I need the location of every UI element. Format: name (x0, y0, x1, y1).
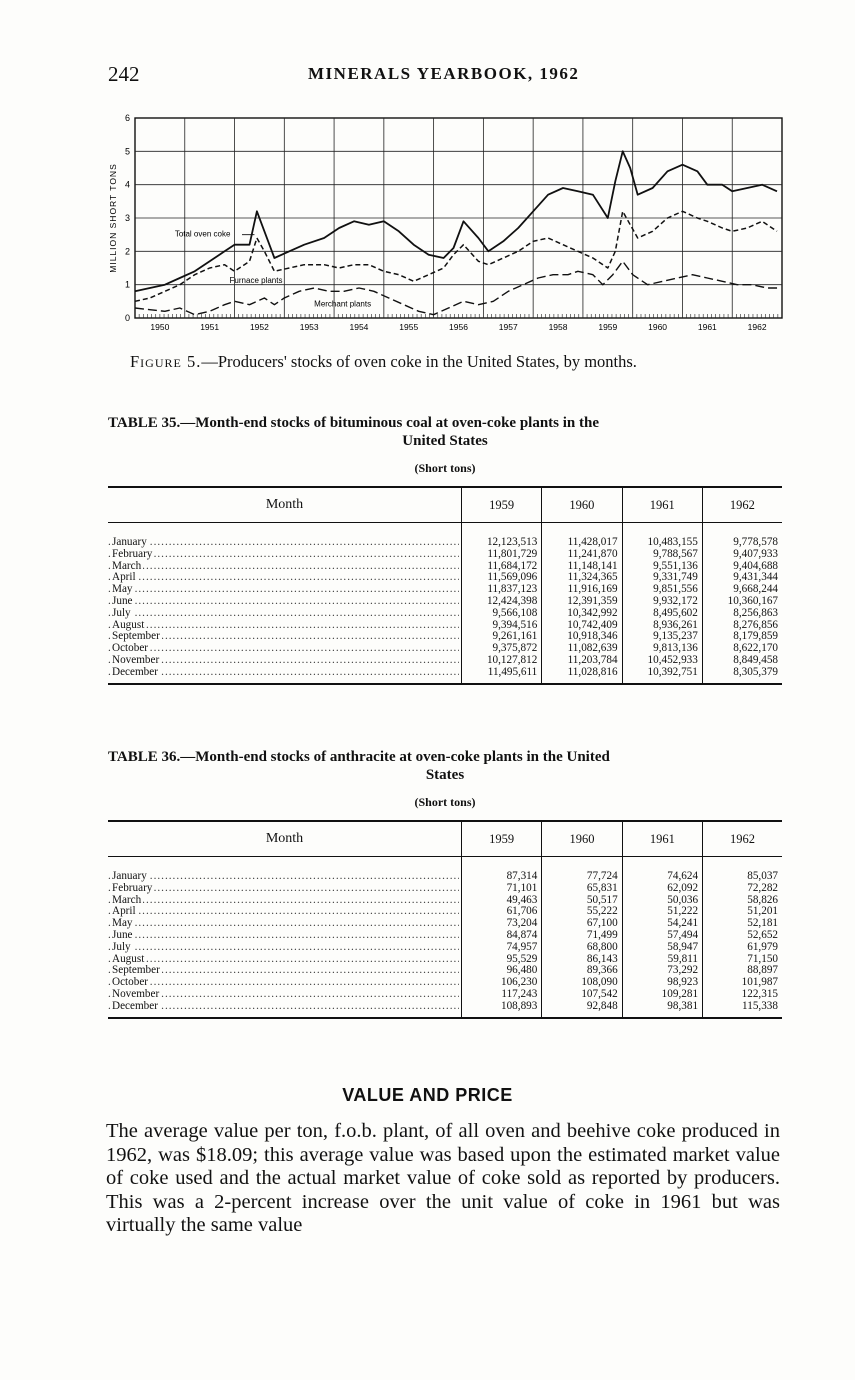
value-cell: 74,957 (462, 942, 542, 954)
value-cell: 62,092 (622, 883, 702, 895)
month-label: October (112, 977, 149, 989)
month-cell (108, 667, 462, 684)
month-label: April (112, 572, 136, 584)
value-cell: 55,222 (542, 906, 622, 918)
y-tick-label: 5 (124, 146, 130, 157)
value-cell: 11,916,169 (542, 584, 622, 596)
value-cell: 9,813,136 (622, 643, 702, 655)
value-cell: 54,241 (622, 918, 702, 930)
month-cell (108, 643, 462, 655)
table36-header-year: 1959 (462, 821, 542, 857)
month-cell (108, 549, 462, 561)
value-cell: 10,483,155 (622, 537, 702, 549)
value-cell: 89,366 (542, 965, 622, 977)
value-cell: 10,127,812 (462, 655, 542, 667)
value-cell: 11,028,816 (542, 667, 622, 684)
table36-header-year: 1962 (703, 821, 782, 857)
value-cell: 61,979 (703, 942, 782, 954)
table35-header-month: Month (108, 487, 462, 523)
value-cell: 77,724 (542, 871, 622, 883)
x-tick-label: 1958 (548, 322, 568, 332)
value-cell: 11,148,141 (542, 561, 622, 573)
value-cell: 11,203,784 (542, 655, 622, 667)
value-cell: 9,566,108 (462, 608, 542, 620)
table-spacer-row (108, 523, 782, 538)
table36-title-line2: States (425, 767, 465, 783)
table36-header-year: 1960 (542, 821, 622, 857)
value-cell: 52,181 (703, 918, 782, 930)
month-cell (108, 965, 462, 977)
month-label: June (112, 929, 133, 941)
series-annotation-0: Total oven coke (174, 229, 231, 239)
x-tick-label: 1961 (697, 322, 717, 332)
x-tick-label: 1954 (349, 322, 369, 332)
value-cell: 8,276,856 (702, 620, 782, 632)
table36-header-row (108, 821, 782, 857)
month-cell (108, 871, 462, 883)
value-cell: 10,452,933 (622, 655, 702, 667)
figure-label: Figure 5. (130, 352, 202, 371)
table35-header-year: 1959 (462, 487, 542, 523)
value-cell: 108,090 (542, 977, 622, 989)
value-cell: 98,381 (622, 1001, 702, 1018)
value-cell: 59,811 (622, 954, 702, 966)
table-row (108, 989, 782, 1001)
table35-units: (Short tons) (414, 461, 476, 475)
value-cell: 11,684,172 (462, 561, 542, 573)
value-cell: 50,517 (542, 895, 622, 907)
table-row (108, 667, 782, 684)
value-cell: 9,851,556 (622, 584, 702, 596)
value-cell: 12,123,513 (462, 537, 542, 549)
spacer-cell (622, 523, 702, 538)
table35-title-line2: United States (402, 433, 488, 449)
figure-caption-text: —Producers' stocks of oven coke in the United States, by months. (201, 352, 637, 371)
x-tick-label: 1956 (449, 322, 468, 332)
value-cell: 117,243 (462, 989, 542, 1001)
spacer-cell (703, 857, 782, 872)
y-tick-label: 3 (124, 213, 130, 223)
value-cell: 9,135,237 (622, 631, 702, 643)
page-header (108, 62, 782, 90)
month-label: December (112, 666, 158, 678)
month-label: March (112, 894, 142, 906)
table36-title-line1: TABLE 36.—Month-end stocks of anthracite at oven-coke plants in the United (108, 749, 610, 765)
table36-header-month: Month (108, 821, 462, 857)
value-cell: 109,281 (622, 989, 702, 1001)
table35 (108, 486, 782, 685)
table-row (108, 1001, 782, 1018)
value-cell: 51,201 (703, 906, 782, 918)
value-cell: 9,788,567 (622, 549, 702, 561)
y-tick-label: 4 (124, 179, 130, 190)
y-tick-label: 2 (124, 246, 130, 257)
value-cell: 101,987 (703, 977, 782, 989)
month-label: February (112, 882, 153, 894)
value-cell: 8,179,859 (702, 631, 782, 643)
value-cell: 8,495,602 (622, 608, 702, 620)
section-heading: VALUE AND PRICE (342, 1085, 513, 1105)
x-tick-label: 1960 (648, 322, 668, 332)
spacer-cell (702, 523, 782, 538)
value-cell: 10,392,751 (622, 667, 702, 684)
month-label: July (112, 941, 131, 953)
series-line-0 (135, 151, 777, 291)
month-label: July (112, 607, 131, 619)
spacer-cell (542, 523, 622, 538)
value-cell: 10,342,992 (542, 608, 622, 620)
value-cell: 9,404,688 (702, 561, 782, 573)
value-cell: 49,463 (462, 895, 542, 907)
month-label: September (112, 631, 160, 643)
month-label: January (112, 537, 147, 548)
month-cell (108, 584, 462, 596)
month-label: May (112, 584, 133, 596)
value-cell: 11,241,870 (542, 549, 622, 561)
spacer-cell (462, 857, 542, 872)
value-cell: 73,204 (462, 918, 542, 930)
spacer-cell (462, 523, 542, 538)
table-row (108, 549, 782, 561)
value-cell: 9,394,516 (462, 620, 542, 632)
value-cell: 9,932,172 (622, 596, 702, 608)
value-cell: 122,315 (703, 989, 782, 1001)
value-cell: 8,256,863 (702, 608, 782, 620)
value-cell: 9,375,872 (462, 643, 542, 655)
month-label: November (112, 654, 160, 666)
x-tick-label: 1950 (150, 322, 170, 332)
spacer-cell (108, 523, 462, 538)
month-cell (108, 895, 462, 907)
month-label: June (112, 595, 133, 607)
series-line-1 (135, 211, 777, 301)
table-row (108, 655, 782, 667)
value-cell: 74,624 (622, 871, 702, 883)
month-cell (108, 537, 462, 549)
value-cell: 11,837,123 (462, 584, 542, 596)
value-cell: 8,849,458 (702, 655, 782, 667)
value-cell: 68,800 (542, 942, 622, 954)
month-label: December (112, 1000, 158, 1012)
value-cell: 72,282 (703, 883, 782, 895)
x-tick-label: 1951 (200, 322, 220, 332)
value-cell: 11,428,017 (542, 537, 622, 549)
series-annotation-2: Merchant plants (314, 299, 372, 309)
month-cell (108, 608, 462, 620)
value-cell: 11,324,365 (542, 572, 622, 584)
month-label: May (112, 918, 133, 930)
value-cell: 8,305,379 (702, 667, 782, 684)
table35-header-year: 1962 (702, 487, 782, 523)
value-cell: 85,037 (703, 871, 782, 883)
x-tick-label: 1952 (249, 322, 269, 332)
value-cell: 9,407,933 (702, 549, 782, 561)
value-cell: 57,494 (622, 930, 702, 942)
month-cell (108, 977, 462, 989)
table35-header-year: 1961 (622, 487, 702, 523)
value-cell: 87,314 (462, 871, 542, 883)
value-cell: 10,918,346 (542, 631, 622, 643)
value-cell: 9,668,244 (702, 584, 782, 596)
value-cell: 73,292 (622, 965, 702, 977)
value-cell: 115,338 (703, 1001, 782, 1018)
month-cell (108, 561, 462, 573)
table35-title (108, 414, 782, 450)
value-cell: 96,480 (462, 965, 542, 977)
value-cell: 106,230 (462, 977, 542, 989)
x-tick-label: 1957 (498, 322, 518, 332)
page-number: 242 (108, 62, 140, 86)
value-cell: 71,499 (542, 930, 622, 942)
value-cell: 52,652 (703, 930, 782, 942)
value-cell: 9,778,578 (702, 537, 782, 549)
value-cell: 11,082,639 (542, 643, 622, 655)
value-cell: 67,100 (542, 918, 622, 930)
table-row (108, 942, 782, 954)
y-tick-label: 1 (124, 279, 130, 290)
month-cell (108, 989, 462, 1001)
month-label: April (112, 906, 136, 918)
spacer-cell (542, 857, 622, 872)
value-cell: 86,143 (542, 954, 622, 966)
coke-stocks-chart (105, 110, 785, 340)
value-cell: 92,848 (542, 1001, 622, 1018)
value-cell: 98,923 (622, 977, 702, 989)
value-cell: 71,150 (703, 954, 782, 966)
x-tick-label: 1953 (299, 322, 319, 332)
month-cell (108, 906, 462, 918)
table35-header-year: 1960 (542, 487, 622, 523)
value-cell: 9,261,161 (462, 631, 542, 643)
y-tick-label: 6 (124, 113, 130, 123)
y-tick-label: 0 (124, 313, 130, 323)
month-label: February (112, 548, 153, 560)
value-cell: 65,831 (542, 883, 622, 895)
value-cell: 12,391,359 (542, 596, 622, 608)
x-tick-label: 1962 (747, 322, 767, 332)
y-axis-label: MILLION SHORT TONS (108, 163, 118, 273)
x-tick-label: 1959 (598, 322, 618, 332)
table35-header-row (108, 487, 782, 523)
table-row (108, 596, 782, 608)
value-cell: 71,101 (462, 883, 542, 895)
table35-title-line1: TABLE 35.—Month-end stocks of bituminous coal at oven-coke plants in the (108, 415, 600, 431)
value-cell: 9,431,344 (702, 572, 782, 584)
value-cell: 9,331,749 (622, 572, 702, 584)
value-cell: 51,222 (622, 906, 702, 918)
value-cell: 11,569,096 (462, 572, 542, 584)
table-spacer-row (108, 857, 782, 872)
month-cell (108, 942, 462, 954)
value-cell: 108,893 (462, 1001, 542, 1018)
value-cell: 58,826 (703, 895, 782, 907)
table-row (108, 883, 782, 895)
month-label: September (112, 965, 160, 977)
value-cell: 95,529 (462, 954, 542, 966)
month-cell (108, 596, 462, 608)
month-cell (108, 954, 462, 966)
month-cell (108, 918, 462, 930)
table36 (108, 820, 782, 1019)
month-cell (108, 655, 462, 667)
value-cell: 50,036 (622, 895, 702, 907)
spacer-cell (622, 857, 702, 872)
value-cell: 9,551,136 (622, 561, 702, 573)
spacer-cell (108, 857, 462, 872)
figure-caption (130, 352, 637, 372)
month-cell (108, 631, 462, 643)
value-cell: 61,706 (462, 906, 542, 918)
table-row (108, 608, 782, 620)
month-cell (108, 572, 462, 584)
value-cell: 84,874 (462, 930, 542, 942)
x-tick-label: 1955 (399, 322, 419, 332)
value-cell: 10,742,409 (542, 620, 622, 632)
month-label: January (112, 871, 147, 882)
month-label: August (112, 953, 145, 965)
value-cell: 107,542 (542, 989, 622, 1001)
month-label: October (112, 643, 149, 655)
series-annotation-1: Furnace plants (229, 276, 283, 285)
month-label: March (112, 560, 142, 572)
month-label: November (112, 988, 160, 1000)
table36-title (108, 748, 782, 784)
month-cell (108, 620, 462, 632)
value-cell: 8,622,170 (702, 643, 782, 655)
running-title: MINERALS YEARBOOK, 1962 (308, 64, 580, 83)
month-cell (108, 930, 462, 942)
table36-units: (Short tons) (414, 795, 476, 809)
body-paragraph: The average value per ton, f.o.b. plant, of all oven and beehive coke produced in 1962, was $18.09; this average value was based upon the estimated market value of coke used and the actual market value of coke sold as reported by producers. This was a 2-percent increase over the unit value of coke in 1961 but was virtually the same value (106, 1120, 780, 1236)
value-cell: 88,897 (703, 965, 782, 977)
value-cell: 8,936,261 (622, 620, 702, 632)
value-cell: 11,495,611 (462, 667, 542, 684)
month-cell (108, 883, 462, 895)
month-label: August (112, 619, 145, 631)
table36-header-year: 1961 (622, 821, 702, 857)
value-cell: 12,424,398 (462, 596, 542, 608)
month-cell (108, 1001, 462, 1018)
value-cell: 10,360,167 (702, 596, 782, 608)
value-cell: 11,801,729 (462, 549, 542, 561)
value-cell: 58,947 (622, 942, 702, 954)
table-row (108, 930, 782, 942)
